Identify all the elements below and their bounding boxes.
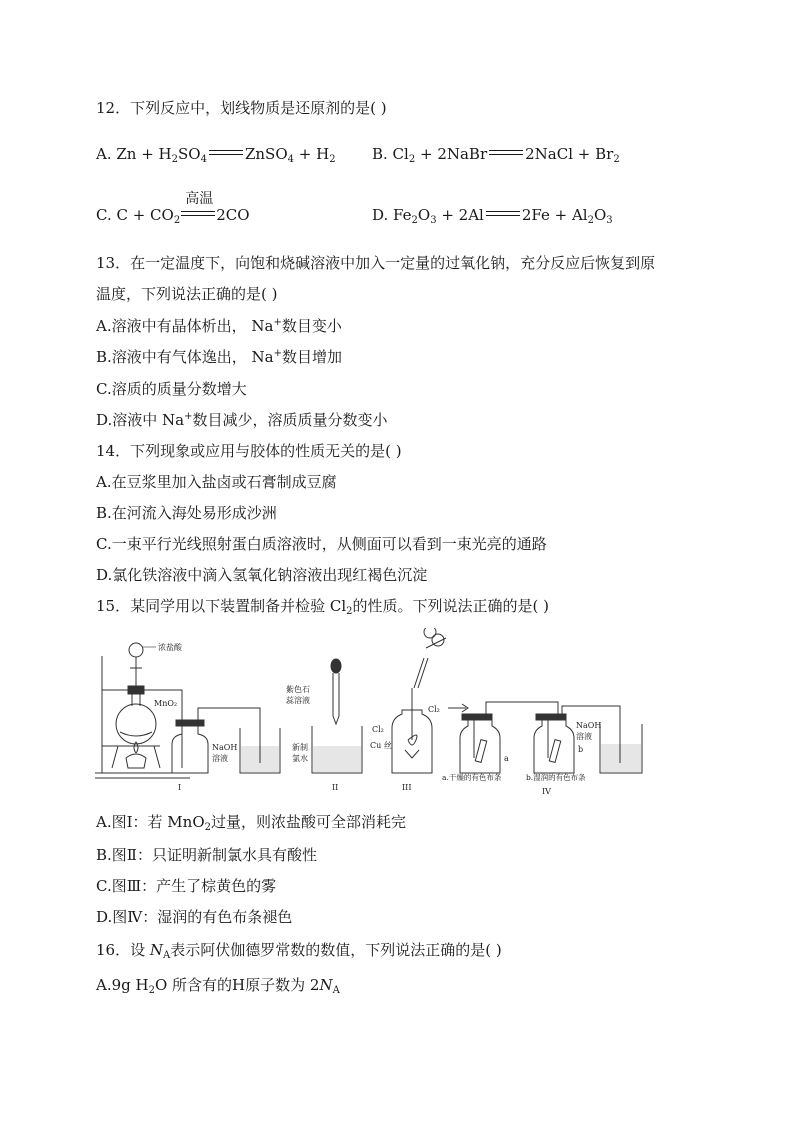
- label-strip-b: b: [578, 745, 584, 754]
- label-strip-a: a: [504, 754, 509, 763]
- equals-sign-icon: [181, 191, 215, 216]
- q15-option-c: C.图Ⅲ：产生了棕黄色的雾: [96, 877, 277, 895]
- label-naoh-2a: NaOH: [576, 721, 602, 730]
- q13-stem-line1: 13．在一定温度下，向饱和烧碱溶液中加入一定量的过氧化钠，充分反应后恢复到原: [96, 254, 656, 272]
- label-litmus-2: 蕊溶液: [286, 696, 310, 705]
- q14-stem: 14．下列现象或应用与胶体的性质无关的是( ): [96, 442, 402, 460]
- label-wet-strip: b.湿润的有色布条: [526, 773, 586, 782]
- q16-option-a: A.9g $H_2O$ 所含有的H原子数为 $2N_A$: [96, 976, 340, 996]
- q13-option-b: B.溶液中有气体逸出， Na+数目增加: [96, 348, 343, 366]
- q12-option-a: A. $Zn + H_2SO_4$ ZnSO$_4$ + $H_2$: [96, 145, 336, 165]
- label-new-chlorine-1: 新制: [292, 743, 308, 752]
- label-apparatus-iii: III: [402, 783, 412, 792]
- label-cl2-iv: Cl₂: [428, 705, 440, 714]
- label-naoh-1b: 溶液: [212, 754, 228, 763]
- label-litmus-1: 紫色石: [286, 685, 310, 694]
- label-apparatus-iv: IV: [542, 787, 551, 796]
- q12-option-b: B. $Cl_2$ + 2NaBr 2NaCl + $Br_2$: [372, 145, 620, 165]
- label-conc-hcl: 浓盐酸: [158, 643, 182, 652]
- label-naoh-2b: 溶液: [576, 732, 592, 741]
- label-cu-wire: Cu 丝: [370, 741, 392, 750]
- chlorine-apparatus-figure: [90, 628, 650, 798]
- q15-option-a: A.图Ⅰ：若 MnO$_2$过量，则浓盐酸可全部消耗完: [96, 813, 407, 833]
- q16-stem: 16．设 $N_A$表示阿伏伽德罗常数的数值，下列说法正确的是( ): [96, 941, 502, 961]
- label-mno2: MnO₂: [154, 699, 178, 708]
- q12-stem: 12．下列反应中，划线物质是还原剂的是( ): [96, 99, 387, 117]
- label-dry-strip: a.干燥的有色布条: [442, 773, 502, 782]
- q15-option-b: B.图Ⅱ：只证明新制氯水具有酸性: [96, 846, 317, 864]
- q13-option-a: A.溶液中有晶体析出， Na+数目变小: [96, 317, 342, 335]
- label-apparatus-ii: II: [332, 783, 339, 792]
- label-naoh-1a: NaOH: [212, 743, 238, 752]
- q12-option-c: C. $C + CO_2$ 高温 2CO: [96, 191, 250, 226]
- label-apparatus-i: I: [178, 783, 182, 792]
- q15-option-d: D.图Ⅳ：湿润的有色布条褪色: [96, 908, 293, 926]
- equals-sign-icon: [486, 211, 520, 216]
- q14-option-d: D.氯化铁溶液中滴入氢氧化钠溶液出现红褐色沉淀: [96, 566, 428, 584]
- label-cl2-iii: Cl₂: [372, 725, 384, 734]
- equals-sign-icon: [489, 150, 523, 155]
- q13-option-d: D.溶液中 Na+数目减少，溶质质量分数变小: [96, 411, 388, 429]
- equals-sign-icon: [209, 150, 243, 155]
- q13-option-c: C.溶质的质量分数增大: [96, 380, 247, 398]
- q14-option-a: A.在豆浆里加入盐卤或石膏制成豆腐: [96, 473, 337, 491]
- q14-option-b: B.在河流入海处易形成沙洲: [96, 504, 277, 522]
- label-new-chlorine-2: 氯水: [292, 754, 308, 763]
- reaction-condition: 高温: [185, 191, 214, 207]
- q12-option-d: D. $Fe_2O_3 + 2Al$ $2Fe + Al_2O_3$: [372, 206, 613, 226]
- q15-stem: 15．某同学用以下装置制备并检验 $Cl_2$的性质。下列说法正确的是( ): [96, 597, 549, 617]
- q13-stem-line2: 温度，下列说法正确的是( ): [96, 285, 278, 303]
- q14-option-c: C.一束平行光线照射蛋白质溶液时，从侧面可以看到一束光亮的通路: [96, 535, 547, 553]
